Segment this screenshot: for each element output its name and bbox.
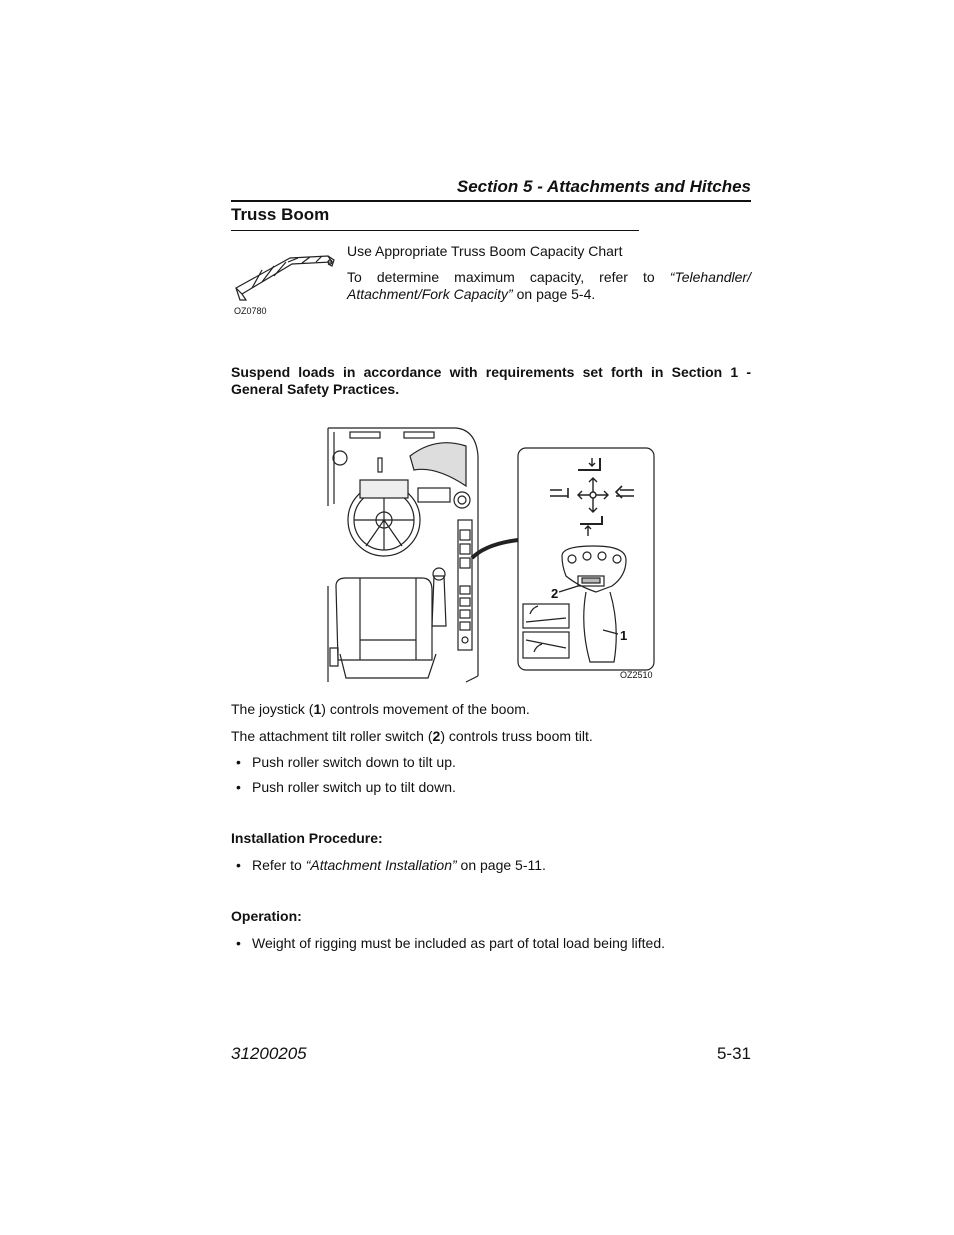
joystick-text-b: ) controls movement of the boom. xyxy=(321,701,530,717)
bullet-icon: • xyxy=(236,857,241,873)
roller-number: 2 xyxy=(432,728,441,744)
title-rule xyxy=(231,230,639,231)
page-title: Truss Boom xyxy=(231,205,330,224)
figure-code: OZ2510 xyxy=(620,670,653,680)
capacity-paragraph xyxy=(347,269,751,303)
safety-warning: Suspend loads in accordance with requirements set forth in Section 1 - General Safety Practices. xyxy=(231,364,751,397)
roller-text-b: ) controls truss boom tilt. xyxy=(440,728,593,744)
page-number: 5-31 xyxy=(716,1044,751,1063)
callout-2: 2 xyxy=(551,586,559,601)
joystick-paragraph xyxy=(231,701,530,718)
roller-text-a: The attachment tilt roller switch ( xyxy=(231,728,433,744)
operation-heading: Operation: xyxy=(231,908,302,924)
install-reference-link: “Attachment Installation” xyxy=(305,857,457,873)
doc-number: 31200205 xyxy=(231,1044,307,1063)
capacity-chart-text: Use Appropriate Truss Boom Capacity Chart xyxy=(347,243,623,259)
truss-icon-code: OZ0780 xyxy=(234,306,267,316)
list-item xyxy=(236,935,665,952)
list-item xyxy=(236,779,456,796)
capacity-lead: To determine maximum capacity, refer to xyxy=(347,269,670,285)
installation-heading: Installation Procedure: xyxy=(231,830,383,846)
callout-1: 1 xyxy=(620,628,628,643)
joystick-text-a: The joystick ( xyxy=(231,701,314,717)
list-item xyxy=(236,857,546,874)
truss-boom-icon xyxy=(232,252,342,302)
bullet-icon: • xyxy=(236,935,241,951)
capacity-tail: on page 5-4. xyxy=(512,286,596,302)
list-item-text: Push roller switch up to tilt down. xyxy=(252,779,456,795)
install-tail: on page 5-11. xyxy=(456,857,546,873)
install-lead: Refer to xyxy=(252,857,306,873)
list-item-text: Push roller switch down to tilt up. xyxy=(252,754,456,770)
roller-paragraph xyxy=(231,728,593,745)
joystick-figure xyxy=(326,426,660,686)
list-item xyxy=(236,754,456,771)
list-item-text: Weight of rigging must be included as part of total load being lifted. xyxy=(252,935,665,951)
capacity-reference-link: “Telehandler/ Attachment/Fork Capacity” xyxy=(347,269,751,302)
section-header: Section 5 - Attachments and Hitches xyxy=(456,177,751,196)
bullet-icon: • xyxy=(236,779,241,795)
bullet-icon: • xyxy=(236,754,241,770)
joystick-number: 1 xyxy=(313,701,322,717)
header-rule xyxy=(231,200,751,202)
